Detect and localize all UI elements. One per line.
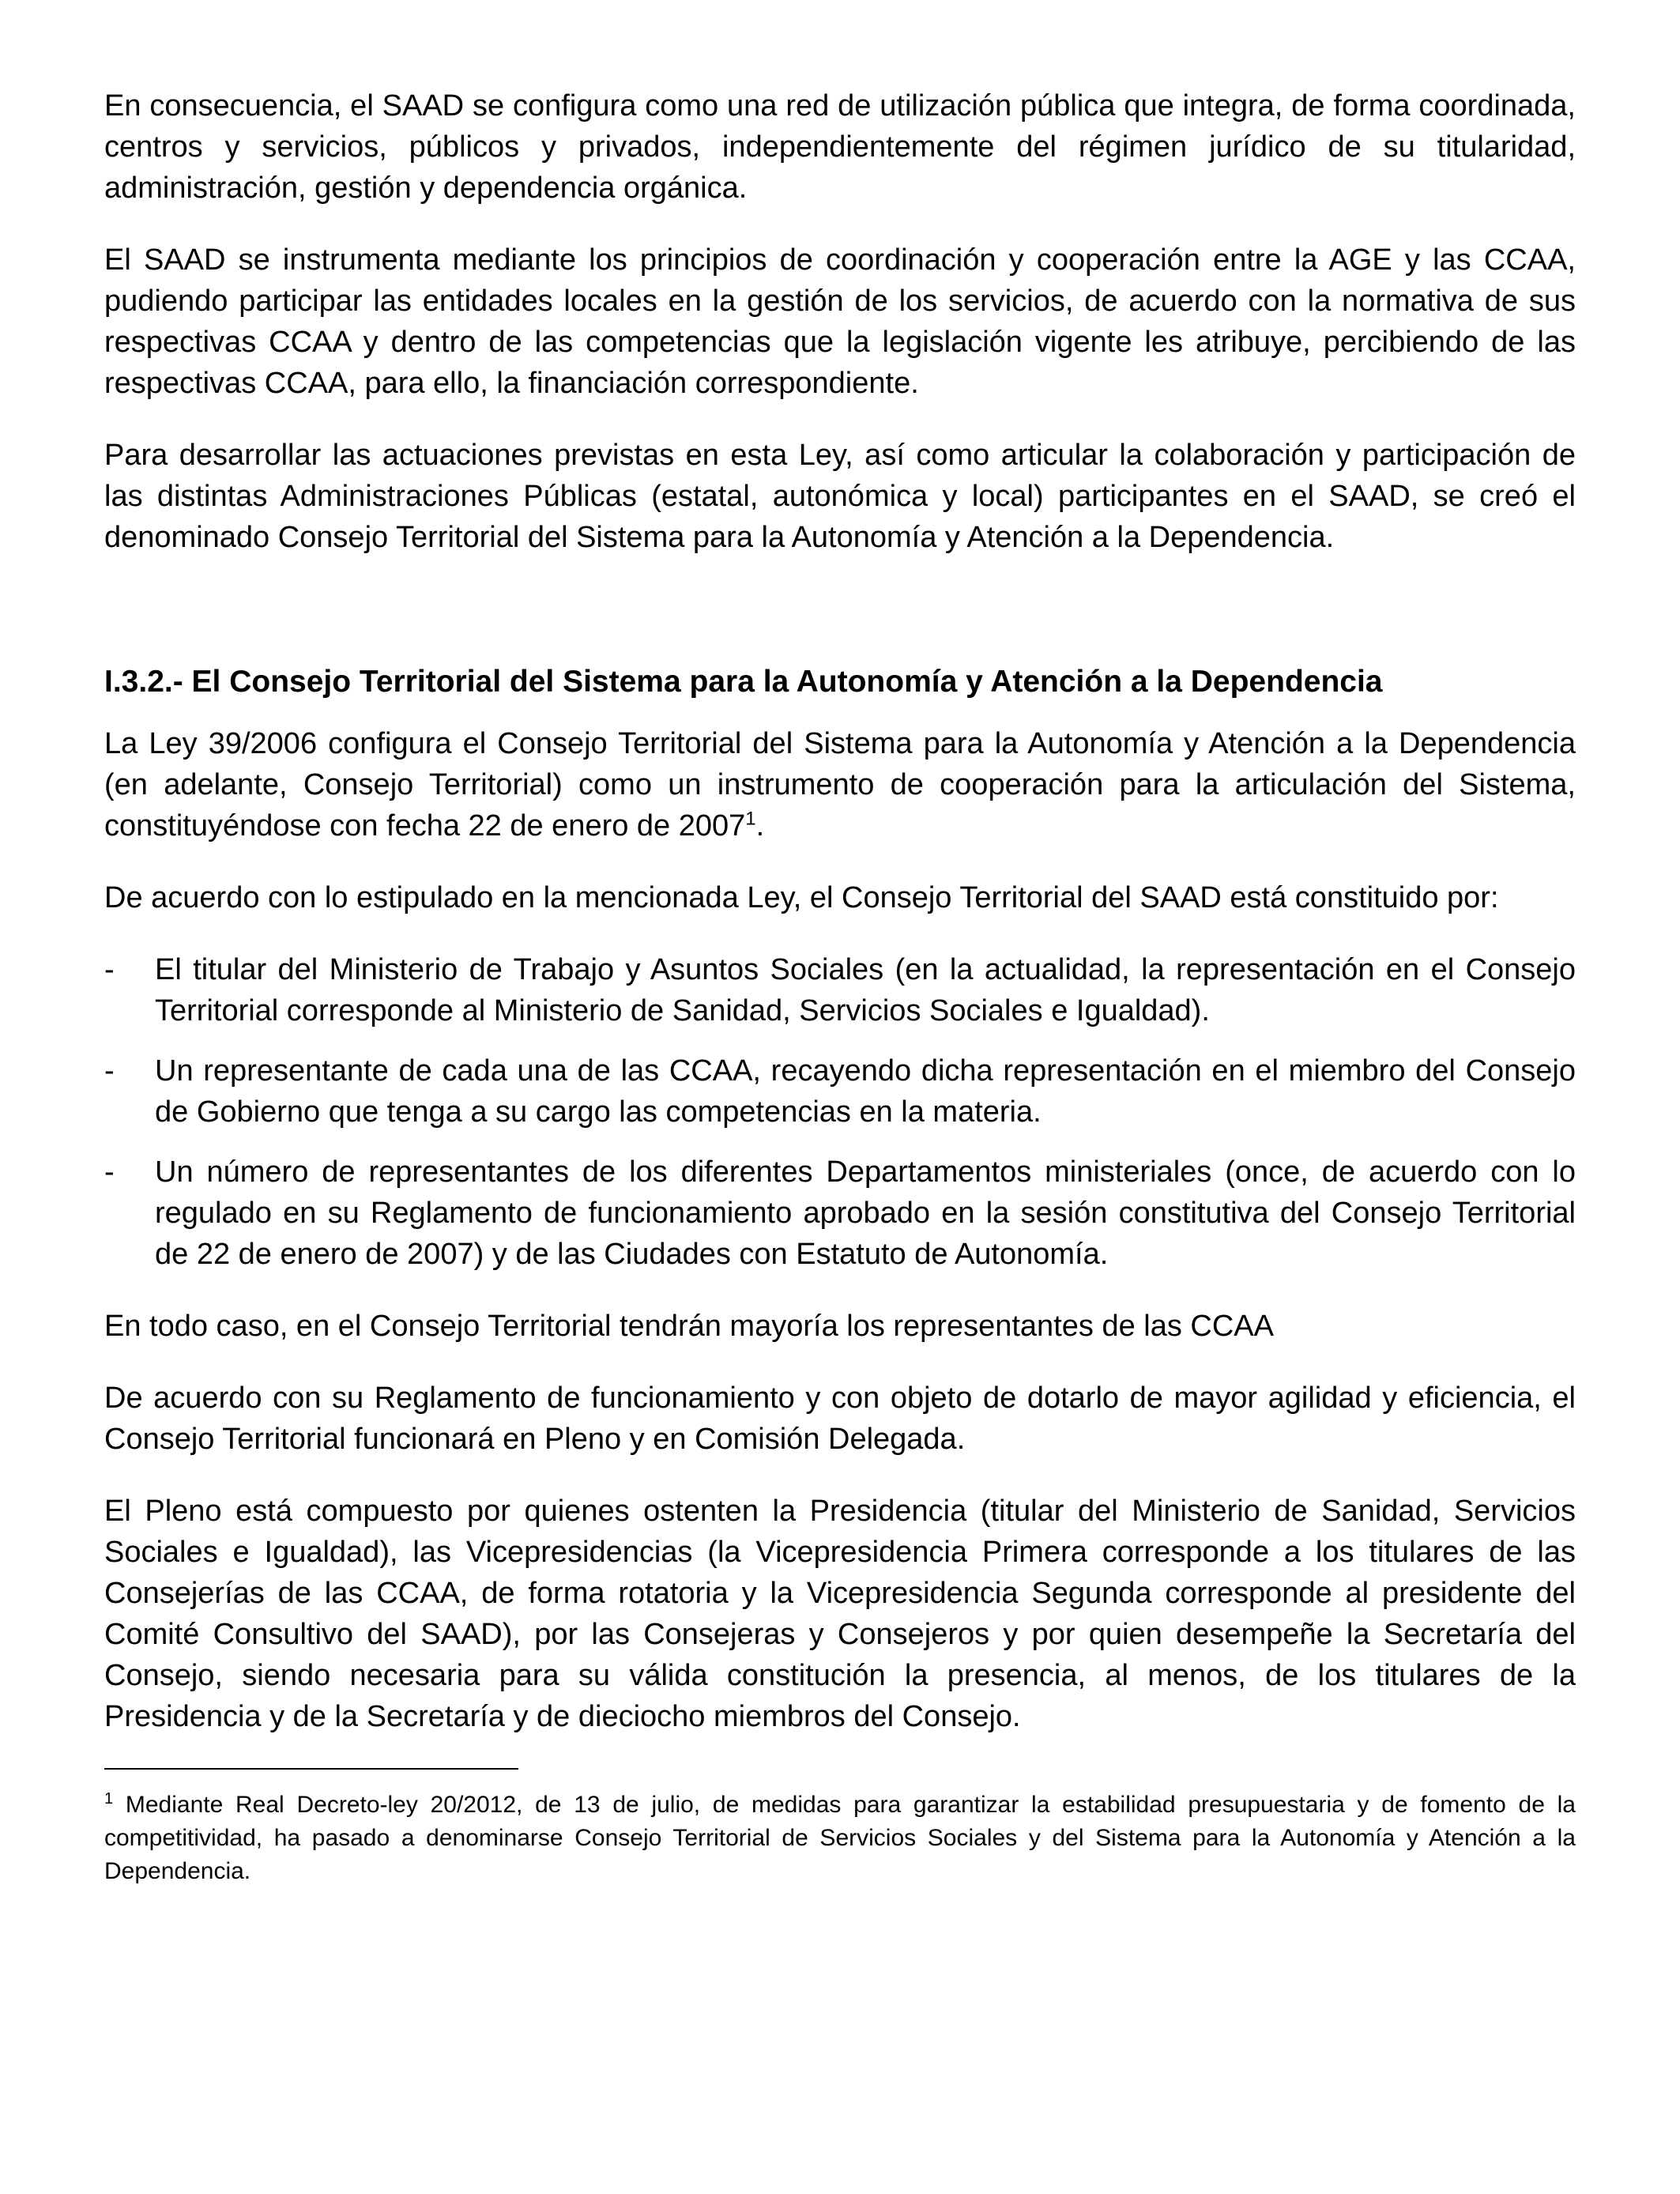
footnote-text: Mediante Real Decreto-ley 20/2012, de 13 de julio, de medidas para garantizar la estabilidad presupuestaria y de fomento de la competitividad, ha pasado a denominarse Consejo Territorial de Servicios Sociales y del Sistema para la Autonomía y Atención a la Dependencia.	[104, 1792, 1576, 1884]
footnote-number: 1	[104, 1790, 114, 1808]
footnote-separator	[104, 1768, 518, 1770]
list-item	[104, 949, 1576, 1031]
majority-paragraph: En todo caso, en el Consejo Territorial tendrán mayoría los representantes de las CCAA	[104, 1310, 1274, 1343]
list-dash-marker: -	[104, 1054, 115, 1088]
intro-paragraph-2: El SAAD se instrumenta mediante los principios de coordinación y cooperación entre la AGE y las CCAA, pudiendo participar las entidades locales en la gestión de los servicios, de acuerdo con la normativa de sus respectivas CCAA y dentro de las competencias que la legislación vigente les atribuye, percibiendo de las respectivas CCAA, para ello, la financiación correspondiente.	[104, 243, 1576, 400]
list-item-text: Un representante de cada una de las CCAA, recayendo dicha representación en el miembro del Consejo de Gobierno que tenga a su cargo las competencias en la materia.	[155, 1054, 1576, 1129]
footnote	[104, 1789, 1576, 1888]
reglamento-paragraph: De acuerdo con su Reglamento de funcionamiento y con objeto de dotarlo de mayor agilidad y eficiencia, el Consejo Territorial funcionará en Pleno y en Comisión Delegada.	[104, 1382, 1576, 1456]
page-content	[104, 85, 1576, 1888]
section-gap	[104, 589, 1576, 662]
pleno-paragraph: El Pleno está compuesto por quienes ostenten la Presidencia (titular del Ministerio de Sanidad, Servicios Sociales e Igualdad), las Vicepresidencias (la Vicepresidencia Primera corresponde a los titulares de las Consejerías de las CCAA, de forma rotatoria y la Vicepresidencia Segunda corresponde al presidente del Comité Consultivo del SAAD), por las Consejeras y Consejeros y por quien desempeñe la Secretaría del Consejo, siendo necesaria para su válida constitución la presencia, al menos, de los titulares de la Presidencia y de la Secretaría y de dieciocho miembros del Consejo.	[104, 1495, 1576, 1733]
list-dash-marker: -	[104, 1155, 115, 1189]
list-intro-paragraph: De acuerdo con lo estipulado en la mencionada Ley, el Consejo Territorial del SAAD está constituido por:	[104, 881, 1499, 914]
list-item-text: El titular del Ministerio de Trabajo y Asuntos Sociales (en la actualidad, la representación en el Consejo Territorial corresponde al Ministerio de Sanidad, Servicios Sociales e Igualdad).	[155, 953, 1576, 1027]
section-first-paragraph	[104, 723, 1576, 846]
list-item-text: Un número de representantes de los diferentes Departamentos ministeriales (once, de acuerdo con lo regulado en su Reglamento de funcionamiento aprobado en la sesión constitutiva del Consejo Territorial de 22 de enero de 2007) y de las Ciudades con Estatuto de Autonomía.	[155, 1155, 1576, 1271]
section-heading: I.3.2.- El Consejo Territorial del Sistema para la Autonomía y Atención a la Dependencia	[104, 665, 1383, 699]
list-item	[104, 1152, 1576, 1275]
list-item	[104, 1050, 1576, 1133]
section-first-paragraph-text: La Ley 39/2006 configura el Consejo Territorial del Sistema para la Autonomía y Atención a la Dependencia (en adelante, Consejo Territorial) como un instrumento de cooperación para la articulación del Sistema, constituyéndose con fecha 22 de enero de 2007	[104, 727, 1576, 843]
intro-paragraph-3: Para desarrollar las actuaciones previstas en esta Ley, así como articular la colaboración y participación de las distintas Administraciones Públicas (estatal, autonómica y local) participantes en el SAAD, se creó el denominado Consejo Territorial del Sistema para la Autonomía y Atención a la Dependencia.	[104, 439, 1576, 554]
list-dash-marker: -	[104, 953, 115, 986]
intro-paragraph-1: En consecuencia, el SAAD se configura como una red de utilización pública que integra, de forma coordinada, centros y servicios, públicos y privados, independientemente del régimen jurídico de su titularidad, administración, gestión y dependencia orgánica.	[104, 89, 1576, 205]
footnote-reference[interactable]: 1	[745, 808, 756, 830]
members-list	[104, 949, 1576, 1275]
section-first-paragraph-end: .	[755, 809, 765, 843]
